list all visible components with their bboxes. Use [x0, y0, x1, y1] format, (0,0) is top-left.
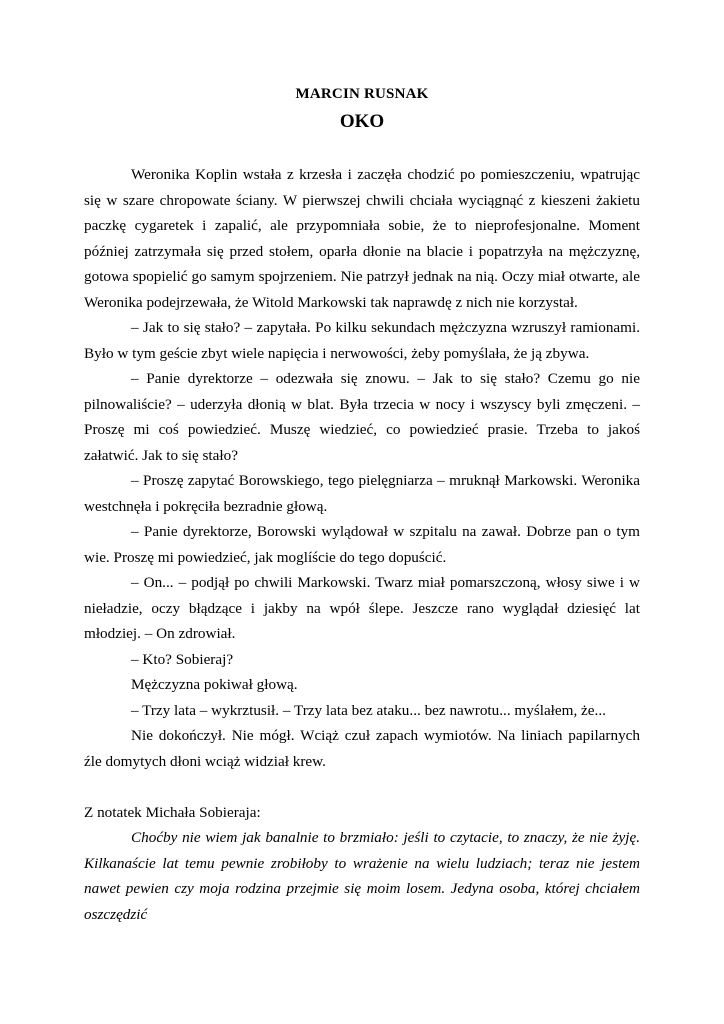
paragraph: – Jak to się stało? – zapytała. Po kilku sekundach mężczyzna wzruszył ramionami. Było w tym geście zbyt wiele napięcia i nerwowości, żeby pomyślała, że ją zbywa. [84, 319, 640, 362]
paragraph: Mężczyzna pokiwał głową. [131, 676, 298, 693]
paragraph: – Panie dyrektorze – odezwała się znowu. – Jak to się stało? Czemu go nie pilnowaliście? – uderzyła dłonią w blat. Była trzecia w nocy i wszyscy byli zmęczeni. – Proszę mi coś powiedzieć. Muszę wiedzieć, co powiedzieć prasie. Trzeba to jakoś załatwić. Jak to się stało? [84, 370, 640, 464]
paragraph: – On... – podjął po chwili Markowski. Twarz miał pomarszczoną, włosy siwe i w nieładzie, oczy błądzące i jakby na wpół ślepe. Jeszcze rano wyglądał dziesięć lat młodziej. – On zdrowiał. [84, 574, 640, 642]
document-body [84, 162, 640, 927]
paragraph: Weronika Koplin wstała z krzesła i zaczęła chodzić po pomieszczeniu, wpatrując się w szare chropowate ściany. W pierwszej chwili chciała wyciągnąć z kieszeni żakietu paczkę cygaretek i zapalić, ale przypomniała sobie, że to nieprofesjonalne. Moment później zatrzymała się przed stołem, oparła dłonie na blacie i popatrzyła na mężczyznę, gotowa spopielić go samym spojrzeniem. Nie patrzył jednak na nią. Oczy miał otwarte, ale Weronika podejrzewała, że Witold Markowski tak naprawdę z nich nie korzystał. [84, 166, 640, 311]
author-name: MARCIN RUSNAK [295, 86, 429, 102]
paragraph: – Panie dyrektorze, Borowski wylądował w szpitalu na zawał. Dobrze pan o tym wie. Proszę mi powiedzieć, jak moglíście do tego dopuścić. [84, 523, 640, 566]
paragraph: – Kto? Sobieraj? [131, 650, 234, 668]
paragraph: – Proszę zapytać Borowskiego, tego pielęgniarza – mruknął Markowski. Weronika westchnęła i pokręciła bezradnie głową. [84, 472, 640, 515]
document-title: OKO [339, 111, 385, 132]
paragraph: Nie dokończył. Nie mógł. Wciąż czuł zapach wymiotów. Na liniach papilarnych źle domytych dłoni wciąż widział krew. [84, 727, 640, 770]
paragraph: – Trzy lata – wykrztusił. – Trzy lata bez ataku... bez nawrotu... myślałem, że... [131, 701, 606, 719]
notes-text: Choćby nie wiem jak banalnie to brzmiało: jeśli to czytacie, to znaczy, że nie żyję. Kilkanaście lat temu pewnie zrobiłoby to wrażenie na wielu ludziach; teraz nie jestem nawet pewien czy moja rodzina przejmie się moim losem. Jedyna osoba, której chciałem oszczędzić [84, 829, 640, 923]
notes-heading: Z notatek Michała Sobieraja: [84, 803, 261, 821]
paragraph-spacer [84, 774, 640, 800]
